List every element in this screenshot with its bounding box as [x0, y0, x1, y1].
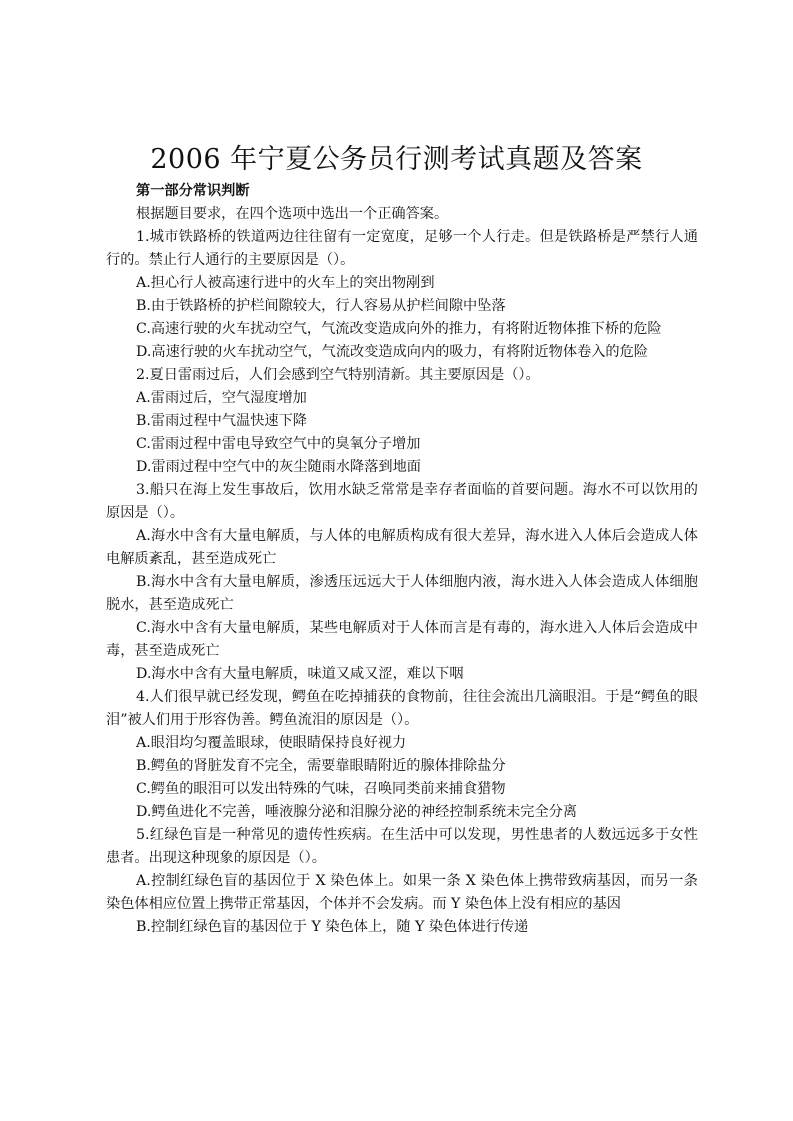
option-d: D.雷雨过程中空气中的灰尘随雨水降落到地面 — [136, 459, 421, 475]
document-body — [106, 180, 698, 939]
instructions: 根据题目要求，在四个选项中选出一个正确答案。 — [136, 206, 449, 222]
option-a: A.担心行人被高速行进中的火车上的突出物剐到 — [136, 275, 435, 291]
question-5 — [106, 824, 698, 939]
question-2 — [106, 364, 698, 479]
section-heading: 第一部分常识判断 — [136, 183, 250, 199]
option-d: D.鳄鱼进化不完善，唾液腺分泌和泪腺分泌的神经控制系统未完全分离 — [136, 804, 578, 820]
option-b: B.由于铁路桥的护栏间隙较大，行人容易从护栏间隙中坠落 — [136, 298, 506, 314]
option-c: C.雷雨过程中雷电导致空气中的臭氧分子增加 — [136, 436, 421, 452]
option-d: D.海水中含有大量电解质，味道又咸又涩，难以下咽 — [136, 666, 464, 682]
option-a: A.雷雨过后，空气湿度增加 — [136, 390, 307, 406]
question-3 — [106, 479, 698, 686]
option-b: B.海水中含有大量电解质，渗透压远远大于人体细胞内液，海水进入人体会造成人体细胞脱水，甚至造成死亡 — [106, 574, 698, 613]
question-stem: 2.夏日雷雨过后，人们会感到空气特别清新。其主要原因是（）。 — [136, 367, 540, 383]
question-stem: 5.红绿色盲是一种常见的遗传性疾病。在生活中可以发现，男性患者的人数远远多于女性患者。出现这种现象的原因是（）。 — [106, 827, 698, 866]
question-1 — [106, 226, 698, 364]
question-stem: 4.人们很早就已经发现，鳄鱼在吃掉捕获的食物前，往往会流出几滴眼泪。于是“鳄鱼的眼泪”被人们用于形容伪善。鳄鱼流泪的原因是（）。 — [106, 689, 698, 728]
option-c: C.海水中含有大量电解质，某些电解质对于人体而言是有毒的，海水进入人体后会造成中毒，甚至造成死亡 — [106, 620, 698, 659]
document-title: 2006 年宁夏公务员行测考试真题及答案 — [150, 144, 643, 175]
option-b: B.鳄鱼的肾脏发育不完全，需要靠眼睛附近的腺体排除盐分 — [136, 758, 506, 774]
option-d: D.高速行驶的火车扰动空气，气流改变造成向内的吸力，有将附近物体卷入的危险 — [136, 344, 648, 360]
option-b: B.控制红绿色盲的基因位于 Y 染色体上，随 Y 染色体进行传递 — [136, 919, 529, 935]
question-stem: 3.船只在海上发生事故后，饮用水缺乏常常是幸存者面临的首要问题。海水不可以饮用的原因是（）。 — [106, 482, 698, 521]
option-a: A.海水中含有大量电解质，与人体的电解质构成有很大差异，海水进入人体后会造成人体电解质紊乱，甚至造成死亡 — [106, 528, 698, 567]
question-stem: 1.城市铁路桥的铁道两边往往留有一定宽度，足够一个人行走。但是铁路桥是严禁行人通行的。禁止行人通行的主要原因是（）。 — [106, 229, 698, 268]
option-a: A.眼泪均匀覆盖眼球，使眼睛保持良好视力 — [136, 735, 407, 751]
question-4 — [106, 686, 698, 824]
option-c: C.鳄鱼的眼泪可以发出特殊的气味，召唤同类前来捕食猎物 — [136, 781, 506, 797]
option-c: C.高速行驶的火车扰动空气，气流改变造成向外的推力，有将附近物体推下桥的危险 — [136, 321, 662, 337]
option-a: A.控制红绿色盲的基因位于 X 染色体上。如果一条 X 染色体上携带致病基因，而另一条染色体相应位置上携带正常基因，个体并不会发病。而 Y 染色体上没有相应的基因 — [106, 873, 698, 912]
option-b: B.雷雨过程中气温快速下降 — [136, 413, 307, 429]
